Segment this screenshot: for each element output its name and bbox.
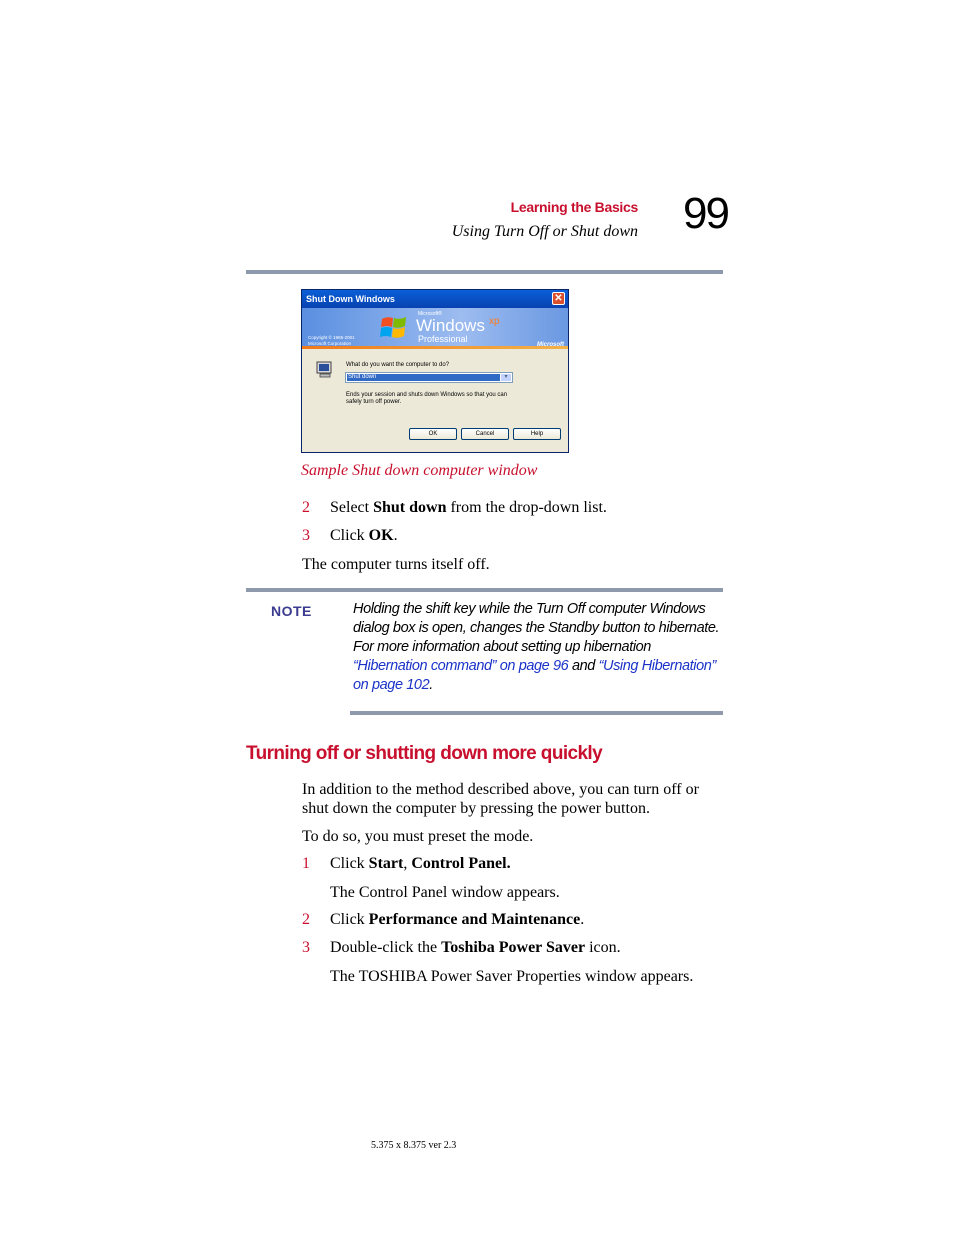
shutdown-dialog-screenshot (301, 289, 569, 453)
step-text: Click Performance and Maintenance. (330, 911, 585, 928)
banner-windows: Windows (416, 316, 485, 335)
microsoft-logo: Microsoft (537, 342, 564, 348)
page-number: 99 (683, 189, 728, 238)
banner-xp: xp (489, 316, 500, 327)
header-rule (246, 270, 723, 274)
note-bottom-rule (350, 711, 723, 715)
dialog-title-bar (302, 290, 568, 308)
chevron-down-icon[interactable]: ▾ (501, 374, 511, 381)
cancel-button[interactable]: Cancel (461, 428, 509, 440)
step-number: 1 (302, 855, 310, 872)
note-label: NOTE (271, 603, 312, 619)
banner-edition: Professional (418, 334, 468, 344)
preset-paragraph: To do so, you must preset the mode. (302, 828, 534, 845)
windows-xp-banner (302, 308, 568, 346)
windows-flag-icon (380, 314, 408, 342)
figure-caption: Sample Shut down computer window (301, 462, 538, 479)
step-number: 3 (302, 939, 310, 956)
help-button[interactable]: Help (513, 428, 561, 440)
computer-icon (316, 361, 334, 379)
dialog-body (302, 349, 568, 449)
dialog-title: Shut Down Windows (306, 294, 395, 304)
step-text: Double-click the Toshiba Power Saver icon. (330, 939, 621, 956)
close-icon: ✕ (552, 292, 565, 305)
banner-copyright: Copyright © 1985-2001 Microsoft Corporation (308, 335, 355, 346)
note-top-rule (246, 588, 723, 592)
dialog-question: What do you want the computer to do? (346, 362, 450, 368)
dropdown-selected-value: Shut down (347, 374, 500, 381)
section-title: Using Turn Off or Shut down (451, 223, 638, 240)
step-result: The TOSHIBA Power Saver Properties window appears. (330, 968, 694, 985)
step-text: Click Start, Control Panel. (330, 855, 511, 872)
intro-paragraph: In addition to the method described above, you can turn off or shut down the computer by pressing the power button. (302, 781, 699, 817)
chapter-title: Learning the Basics (510, 199, 638, 215)
hibernation-command-link[interactable]: “Hibernation command” on page 96 (353, 658, 569, 674)
step-text: Select Shut down from the drop-down list. (330, 499, 607, 516)
banner-microsoft: Microsoft® (418, 311, 442, 317)
dialog-description: Ends your session and shuts down Windows so that you can safely turn off power. (346, 392, 508, 405)
note-text: Holding the shift key while the Turn Off computer Windows dialog box is open, changes the Standby button to hibernate. For more information about setting up hibernation “Hibernation command” on page 96 and “Using Hibernation” on page 102. (353, 601, 720, 693)
step-result: The Control Panel window appears. (330, 884, 560, 901)
step-number: 2 (302, 911, 310, 928)
result-text: The computer turns itself off. (302, 556, 490, 573)
page-footer: 5.375 x 8.375 ver 2.3 (371, 1140, 457, 1151)
ok-button[interactable]: OK (409, 428, 457, 440)
action-dropdown[interactable] (345, 372, 513, 383)
step-number: 2 (302, 499, 310, 516)
using-hibernation-link[interactable]: “Using Hibernation” on page 102 (353, 658, 716, 693)
section-heading: Turning off or shutting down more quickly (246, 743, 603, 764)
step-number: 3 (302, 527, 310, 544)
step-text: Click OK. (330, 527, 398, 544)
